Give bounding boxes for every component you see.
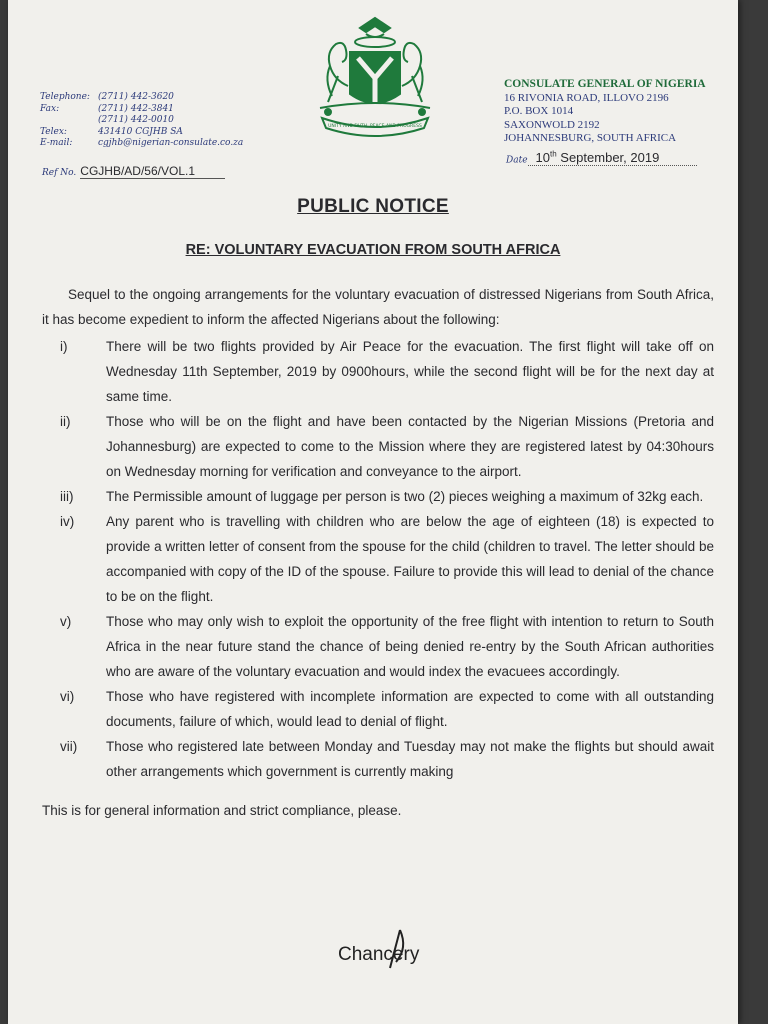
signature-name: Chancery	[338, 944, 420, 965]
item-text: Those who have registered with incomplete information are expected to come with all outstanding documents, failure of which, would lead to denial of flight.	[106, 689, 714, 729]
closing-line: This is for general information and strict compliance, please.	[42, 803, 402, 818]
telephone-label: Telephone:	[40, 92, 90, 102]
nigeria-coat-of-arms-icon	[300, 10, 450, 140]
crest-motto: UNITY AND FAITH, PEACE AND PROGRESS	[328, 124, 422, 129]
fax-value-1: (2711) 442-3841	[98, 103, 174, 114]
list-item	[42, 609, 714, 684]
item-number: vii)	[60, 739, 78, 754]
fax-value-2: (2711) 442-0010	[98, 115, 174, 125]
email-value: cgjhb@nigerian-consulate.co.za	[98, 138, 244, 148]
notice-subject: RE: VOLUNTARY EVACUATION FROM SOUTH AFRICA	[185, 242, 561, 258]
ref-value: CGJHB/AD/56/VOL.1	[80, 164, 225, 179]
item-text: Those who registered late between Monday and Tuesday may not make the flights but should await other arrangements which government is currently making	[106, 739, 714, 779]
telex-value: 431410 CGJHB SA	[98, 126, 183, 137]
item-text: There will be two flights provided by Air Peace for the evacuation. The first flight will take off on Wednesday 11th September, 2019 by 0900hours, while the second flight will be for the next day at same time.	[106, 339, 714, 404]
item-text: Any parent who is travelling with children who are below the age of eighteen (18) is expected to provide a written letter of consent from the spouse for the child (children to travel. The letter should be accompanied with copy of the ID of the spouse. Failure to provide this will lead to denial of the chance to be on the flight.	[106, 514, 714, 604]
consulate-address	[504, 78, 734, 146]
address-line-4: JOHANNESBURG, SOUTH AFRICA	[504, 132, 677, 144]
address-line-1: 16 RIVONIA ROAD, ILLOVO 2196	[504, 91, 669, 104]
address-line-2: P.O. BOX 1014	[504, 105, 574, 117]
item-number: i)	[60, 339, 68, 354]
notice-document	[8, 0, 738, 1024]
address-line-3: SAXONWOLD 2192	[504, 118, 600, 131]
reference-number	[42, 164, 225, 178]
list-item	[42, 484, 714, 509]
item-text: Those who will be on the flight and have been contacted by the Nigerian Missions (Pretoria and Johannesburg) are expected to come to the Mission where they are registered latest by 04:30hours on Wednesday morning for verification and conveyance to the airport.	[106, 414, 714, 479]
notice-title: PUBLIC NOTICE	[297, 196, 449, 217]
notice-date	[506, 150, 697, 165]
list-item	[42, 684, 714, 734]
date-label: Date	[506, 155, 528, 166]
item-number: iii)	[60, 489, 74, 504]
intro-paragraph: Sequel to the ongoing arrangements for the voluntary evacuation of distressed Nigerians from South Africa, it has become expedient to inform the affected Nigerians about the following:	[42, 287, 714, 327]
fax-label: Fax:	[40, 103, 60, 114]
list-item	[42, 509, 714, 609]
item-text: The Permissible amount of luggage per person is two (2) pieces weighing a maximum of 32kg each.	[106, 489, 704, 504]
item-number: ii)	[60, 414, 71, 429]
list-item	[42, 409, 714, 484]
list-item	[42, 334, 714, 409]
notice-body	[42, 282, 714, 837]
telex-label: Telex:	[40, 126, 67, 137]
item-number: v)	[60, 614, 72, 629]
contact-details	[40, 92, 280, 150]
item-number: iv)	[60, 514, 75, 529]
telephone-value: (2711) 442-3620	[98, 92, 174, 102]
date-value: 10th September, 2019	[528, 150, 698, 166]
ref-label: Ref No.	[42, 168, 77, 178]
email-label: E-mail:	[40, 138, 73, 148]
item-text: Those who may only wish to exploit the opportunity of the free flight with intention to return to South Africa in the near future stand the chance of being denied re-entry by the South African authorities who are aware of the voluntary evacuation and would index the evacuees accordingly.	[106, 614, 714, 679]
item-number: vi)	[60, 689, 75, 704]
office-title: CONSULATE GENERAL OF NIGERIA	[504, 78, 706, 90]
list-item	[42, 734, 714, 784]
